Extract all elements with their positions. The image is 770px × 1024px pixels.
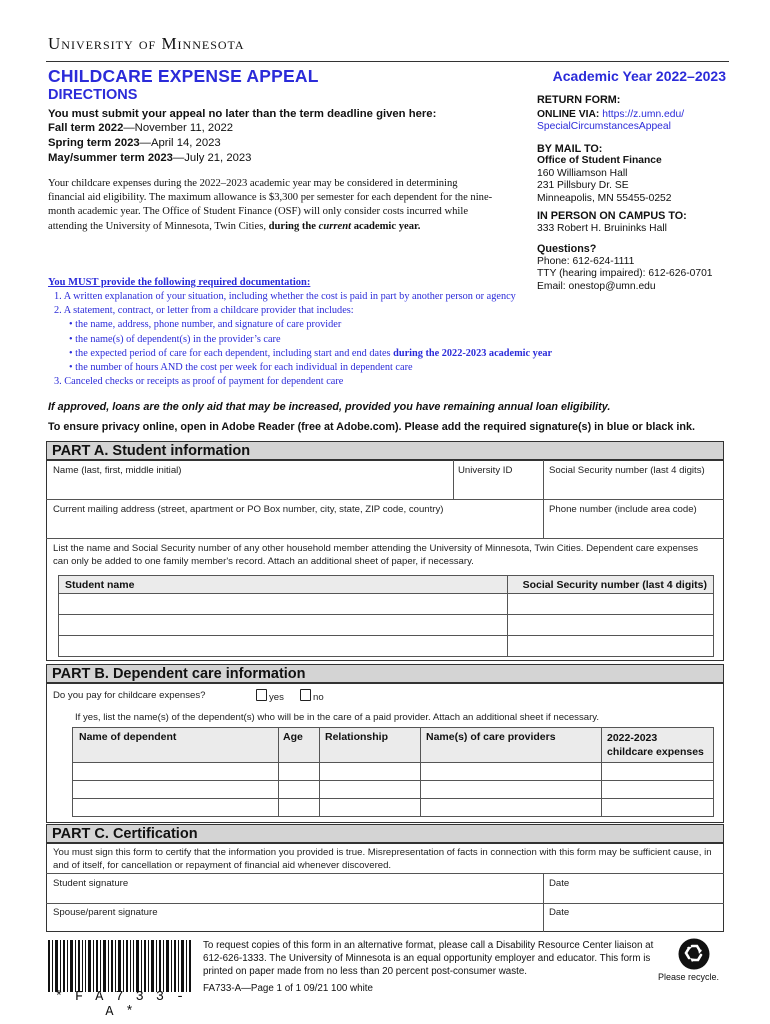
deadline-summer: May/summer term 2023—July 21, 2023 <box>48 152 252 164</box>
name-label: Name (last, first, middle initial) <box>53 465 182 476</box>
list-item: • the number of hours AND the cost per week for each individual in dependent care <box>69 362 413 374</box>
alternative-format-note: To request copies of this form in an alternative format, please call a Disability Resource Center liaison at 612-626-1333. The University of Minnesota is an equal opportunity employer and educator. This form is printed on paper made from no less than 20 percent post-consumer waste. <box>203 940 654 977</box>
mail-office: Office of Student Finance <box>537 155 662 166</box>
ssn-cell[interactable] <box>508 594 714 615</box>
recycle-icon <box>678 938 710 970</box>
privacy-note: To ensure privacy online, open in Adobe Reader (free at Adobe.com). Please add the required signature(s) in blue or black ink. <box>48 421 695 433</box>
university-logo: University of Minnesota <box>48 34 245 53</box>
list-item: • the name, address, phone number, and signature of care provider <box>69 319 342 331</box>
student-name-cell[interactable] <box>59 636 508 657</box>
student-signature-label: Student signature <box>53 878 129 889</box>
yes-checkbox[interactable] <box>256 689 267 701</box>
requirements-heading: You MUST provide the following required documentation: <box>48 277 311 288</box>
date-label: Date <box>549 907 570 918</box>
requirements-list <box>54 290 552 389</box>
dependent-cell[interactable] <box>73 781 279 799</box>
col-ssn: Social Security number (last 4 digits) <box>508 576 714 594</box>
household-table <box>58 575 714 657</box>
dependent-cell[interactable] <box>73 799 279 817</box>
name-input[interactable] <box>47 478 452 498</box>
deadline-fall: Fall term 2022—November 11, 2022 <box>48 122 234 134</box>
col-providers: Name(s) of care providers <box>421 728 602 763</box>
in-person-label: IN PERSON ON CAMPUS TO: <box>537 210 687 222</box>
col-student-name: Student name <box>59 576 508 594</box>
ssn-cell[interactable] <box>508 636 714 657</box>
mail-line: Minneapolis, MN 55455-0252 <box>537 192 672 204</box>
student-date-field[interactable] <box>545 890 723 902</box>
ssn-cell[interactable] <box>508 615 714 636</box>
form-title: CHILDCARE EXPENSE APPEAL <box>48 66 319 86</box>
tty: TTY (hearing impaired): 612-626-0701 <box>537 268 713 279</box>
dependents-table <box>72 727 714 817</box>
ssn-label: Social Security number (last 4 digits) <box>549 465 705 476</box>
dependent-cell[interactable] <box>73 763 279 781</box>
barcode-text: * F A 7 3 3 - A * <box>54 990 187 1020</box>
spouse-date-field[interactable] <box>545 918 723 931</box>
email: Email: onestop@umn.edu <box>537 280 656 292</box>
expenses-cell[interactable] <box>602 799 714 817</box>
mail-line: 160 Williamson Hall <box>537 167 628 179</box>
list-item: • the name(s) of dependent(s) in the provider’s care <box>69 333 281 345</box>
col-dependent-name: Name of dependent <box>73 728 279 763</box>
part-b-header: PART B. Dependent care information <box>46 664 724 683</box>
age-cell[interactable] <box>279 763 320 781</box>
uid-input[interactable] <box>455 478 542 498</box>
return-heading: RETURN FORM: <box>537 94 621 106</box>
dependents-instructions: If yes, list the name(s) of the dependent(s) who will be in the care of a paid provider. Attach an additional sheet if necessary. <box>75 712 600 723</box>
providers-cell[interactable] <box>421 799 602 817</box>
phone-input[interactable] <box>545 517 723 537</box>
phone: Phone: 612-624-1111 <box>537 255 635 267</box>
approval-note: If approved, loans are the only aid that may be increased, provided you have remaining annual loan eligibility. <box>48 401 611 413</box>
list-item: 2. A statement, contract, or letter from a childcare provider that includes: <box>54 305 354 317</box>
online-label: ONLINE VIA: <box>537 108 603 120</box>
expenses-cell[interactable] <box>602 763 714 781</box>
spouse-signature-label: Spouse/parent signature <box>53 907 158 918</box>
no-checkbox[interactable] <box>300 689 311 701</box>
form-id: FA733-A—Page 1 of 1 09/21 100 white <box>203 983 373 994</box>
yes-option[interactable]: yes <box>256 689 284 703</box>
barcode <box>48 940 192 992</box>
recycle-text: Please recycle. <box>658 972 720 982</box>
relationship-cell[interactable] <box>320 763 421 781</box>
return-form-info <box>537 94 737 293</box>
academic-year: Academic Year 2022–2023 <box>552 68 726 84</box>
online-url-cont[interactable]: SpecialCircumstancesAppeal <box>537 121 671 132</box>
uid-label: University ID <box>458 465 513 476</box>
address-label: Current mailing address (street, apartment or PO Box number, city, state, ZIP code, country) <box>53 504 444 515</box>
household-instructions: List the name and Social Security number of any other household member attending the University of Minnesota, Twin Cities. Dependent care expenses can only be added to one family member's record. Attach an additional sheet of paper, if necessary. <box>53 543 699 567</box>
col-relationship: Relationship <box>320 728 421 763</box>
student-name-cell[interactable] <box>59 615 508 636</box>
mail-label: BY MAIL TO: <box>537 142 603 155</box>
providers-cell[interactable] <box>421 763 602 781</box>
childcare-question: Do you pay for childcare expenses? <box>53 690 206 701</box>
part-c-header: PART C. Certification <box>46 824 724 843</box>
student-name-cell[interactable] <box>59 594 508 615</box>
directions-heading: DIRECTIONS <box>48 87 138 103</box>
phone-label: Phone number (include area code) <box>549 504 697 515</box>
in-person-place: 333 Robert H. Bruininks Hall <box>537 222 667 234</box>
col-age: Age <box>279 728 320 763</box>
providers-cell[interactable] <box>421 781 602 799</box>
list-item: • the expected period of care for each dependent, including start and end dates during the 2022-2023 academic year <box>69 347 553 359</box>
no-option[interactable]: no <box>300 689 324 703</box>
deadline-spring: Spring term 2023—April 14, 2023 <box>48 137 221 149</box>
address-input[interactable] <box>47 517 542 537</box>
list-item: 3. Canceled checks or receipts as proof of payment for dependent care <box>54 376 344 388</box>
part-a-header: PART A. Student information <box>46 441 724 460</box>
age-cell[interactable] <box>279 799 320 817</box>
mail-line: 231 Pillsbury Dr. SE <box>537 180 629 191</box>
online-url[interactable]: https://z.umn.edu/ <box>602 108 685 120</box>
relationship-cell[interactable] <box>320 781 421 799</box>
col-expenses: 2022-2023 childcare expenses <box>602 728 714 763</box>
age-cell[interactable] <box>279 781 320 799</box>
student-signature-field[interactable] <box>47 890 542 902</box>
expenses-cell[interactable] <box>602 781 714 799</box>
relationship-cell[interactable] <box>320 799 421 817</box>
header-divider <box>46 61 729 62</box>
certification-text: You must sign this form to certify that the information you provided is true. Misrepresentation of facts in connection with this form may be sufficient cause, in and of itself, for cancellation or repayment of financial aid whenever discovered. <box>53 847 712 871</box>
spouse-signature-field[interactable] <box>47 918 542 931</box>
ssn-input[interactable] <box>545 478 723 498</box>
allowance-paragraph: Your childcare expenses during the 2022–2023 academic year may be considered in determining financial aid eligibility. The maximum allowance is $3,300 per semester for each dependent for the nine-month academic year. The Office of Student Finance (OSF) will only consider costs incurred while attending the University of Minnesota, Twin Cities, during the current academic year. <box>48 178 493 232</box>
list-item: 1. A written explanation of your situation, including whether the cost is paid in part by another person or agency <box>54 291 516 302</box>
deadline-intro: You must submit your appeal no later than the term deadline given here: <box>48 108 437 120</box>
date-label: Date <box>549 878 570 889</box>
questions-label: Questions? <box>537 243 597 255</box>
